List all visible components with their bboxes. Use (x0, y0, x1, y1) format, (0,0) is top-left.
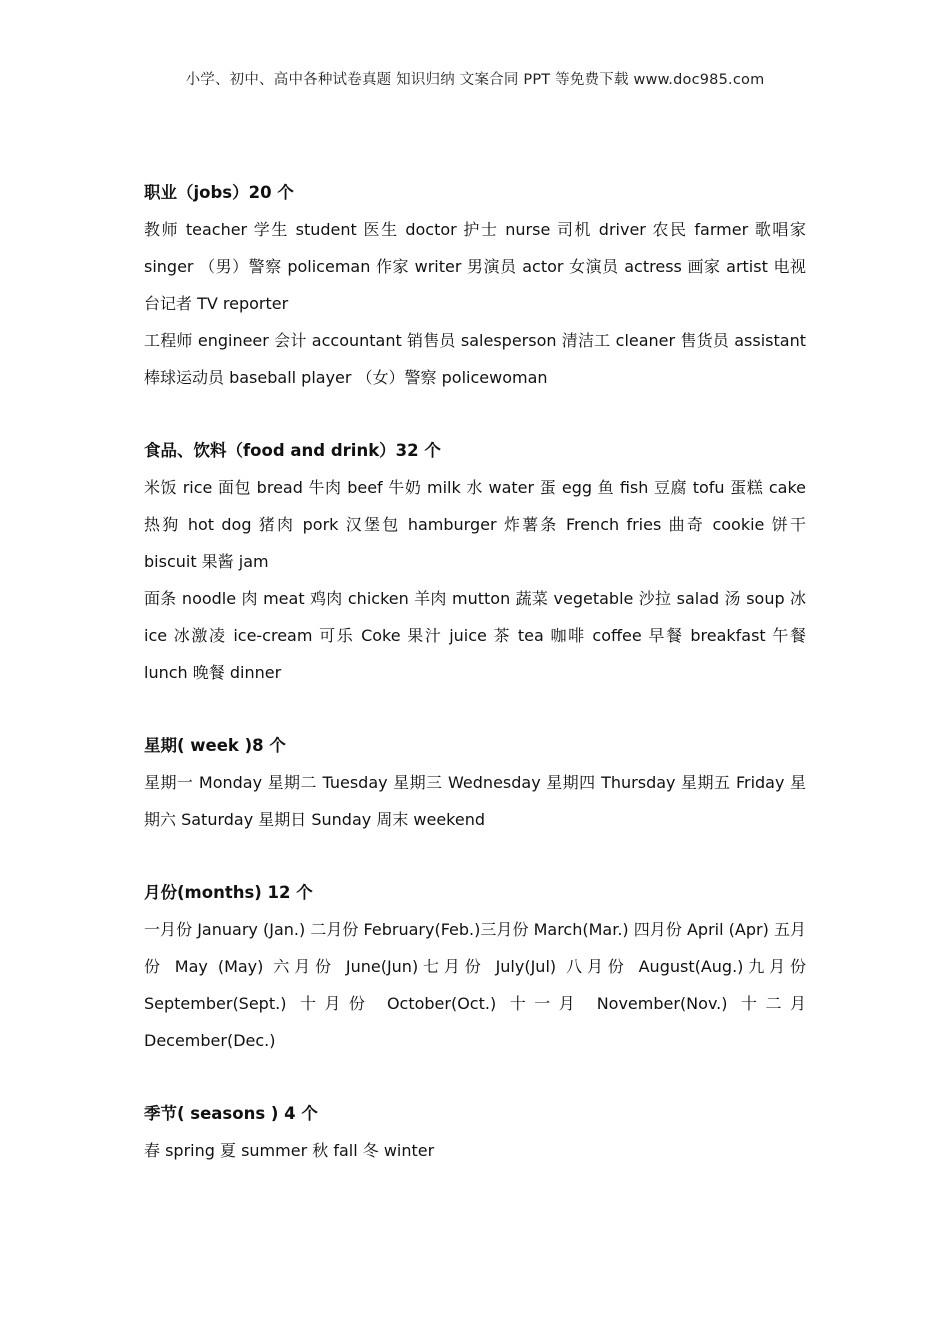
paragraph: 面条 noodle 肉 meat 鸡肉 chicken 羊肉 mutton 蔬菜 vegetable 沙拉 salad 汤 soup 冰 ice 冰激凌 ice-cream 可乐 Coke 果汁 juice 茶 tea 咖啡 coffee 早餐 breakfast 午餐 lunch 晚餐 dinner (144, 589, 806, 682)
section-food-and-drink (144, 432, 806, 691)
section-months (144, 874, 806, 1059)
section-title-months: 月份(months) 12 个 (144, 883, 313, 902)
section-title-seasons: 季节( seasons ) 4 个 (144, 1104, 318, 1123)
section-title-week: 星期( week )8 个 (144, 736, 286, 755)
page-header: 小学、初中、高中各种试卷真题 知识归纳 文案合同 PPT 等免费下载 www.doc985.com (185, 72, 765, 88)
paragraph: 春 spring 夏 summer 秋 fall 冬 winter (144, 1141, 435, 1160)
section-week (144, 727, 806, 838)
paragraph: 星期一 Monday 星期二 Tuesday 星期三 Wednesday 星期四 Thursday 星期五 Friday 星期六 Saturday 星期日 Sunday 周末 weekend (144, 773, 806, 829)
section-title-jobs: 职业（jobs）20 个 (144, 183, 294, 202)
section-seasons (144, 1095, 806, 1169)
section-jobs (144, 174, 806, 396)
document-body (144, 174, 806, 1205)
paragraph: 米饭 rice 面包 bread 牛肉 beef 牛奶 milk 水 water 蛋 egg 鱼 fish 豆腐 tofu 蛋糕 cake 热狗 hot dog 猪肉 pork 汉堡包 hamburger 炸薯条 French fries 曲奇 cookie 饼干 biscuit 果酱 jam (144, 478, 806, 571)
paragraph: 教师 teacher 学生 student 医生 doctor 护士 nurse 司机 driver 农民 farmer 歌唱家 singer （男）警察 policeman 作家 writer 男演员 actor 女演员 actress 画家 artist 电视台记者 TV reporter (144, 220, 806, 313)
paragraph: 工程师 engineer 会计 accountant 销售员 salesperson 清洁工 cleaner 售货员 assistant 棒球运动员 baseball player （女）警察 policewoman (144, 331, 806, 387)
paragraph: 一月份 January (Jan.) 二月份 February(Feb.)三月份 March(Mar.) 四月份 April (Apr) 五月份 May (May) 六月份 June(Jun)七月份 July(Jul) 八月份 August(Aug.)九月份 September(Sept.) 十月份 October(Oct.) 十一月 November(Nov.) 十二月 December(Dec.) (144, 920, 806, 1050)
section-title-food-and-drink: 食品、饮料（food and drink）32 个 (144, 441, 441, 460)
